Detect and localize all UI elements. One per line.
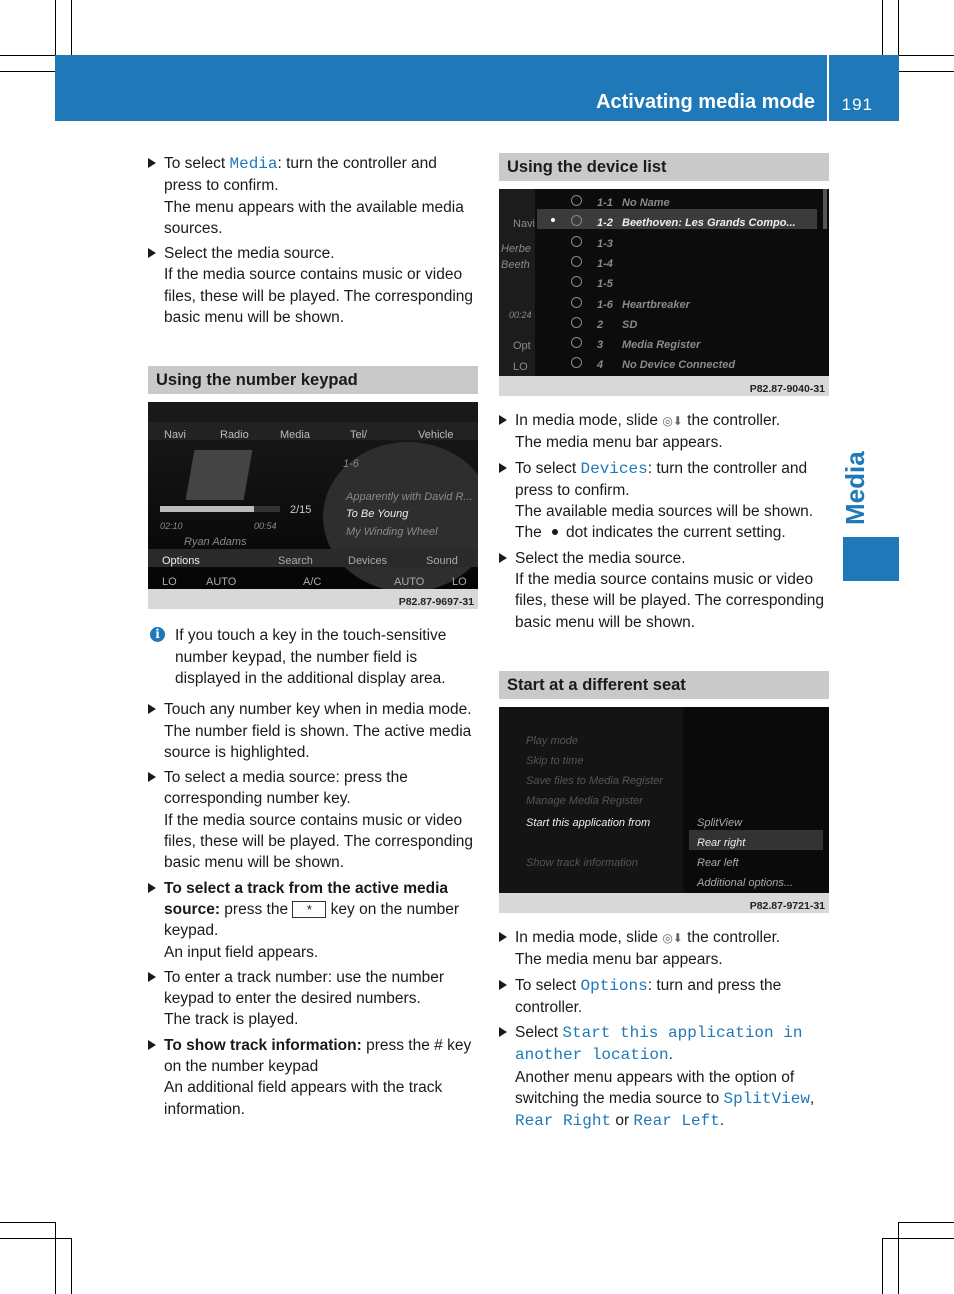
item-note: The media menu bar appears. <box>515 434 723 452</box>
side-label: Navi <box>513 218 536 230</box>
chapter-tab <box>843 537 899 581</box>
device-number[interactable]: 1-1 <box>597 197 613 209</box>
device-icon <box>571 297 582 308</box>
list-item <box>499 927 829 971</box>
bullet-arrow-icon <box>148 883 156 893</box>
item-note: The available media sources will be shown. <box>515 503 814 521</box>
screenshot-device-list <box>499 189 829 396</box>
list-item <box>148 1035 478 1120</box>
sound-tab: Sound <box>426 555 458 568</box>
device-icon <box>571 276 582 287</box>
figure-id: P82.87-9697-31 <box>398 596 474 609</box>
time-elapsed: 02:10 <box>160 521 183 532</box>
screenshot-keypad <box>148 402 478 609</box>
bullet-arrow-icon <box>499 932 507 942</box>
selected-dot-icon <box>551 218 555 222</box>
track-count: 2/15 <box>290 504 312 517</box>
side-label: Beeth <box>501 259 530 271</box>
crop-mark <box>882 1238 883 1294</box>
list-item <box>499 458 829 544</box>
device-number[interactable]: 1-5 <box>597 278 613 291</box>
list-item <box>148 153 478 239</box>
crop-mark <box>71 0 72 55</box>
crop-mark <box>0 71 55 72</box>
menu-label: Tel/ <box>350 429 368 442</box>
item-text: press the <box>220 900 293 918</box>
crop-mark <box>55 1222 56 1294</box>
section-heading: Using the number keypad <box>148 366 478 394</box>
device-icon <box>571 357 582 368</box>
bullet-arrow-icon <box>499 415 507 425</box>
item-note: The number field is shown. The active media source is highlighted. <box>164 722 472 761</box>
list-item <box>499 975 829 1019</box>
device-icon <box>571 236 582 247</box>
header-divider <box>827 55 829 121</box>
section-heading: Using the device list <box>499 153 829 181</box>
side-label: Herbe <box>501 243 531 255</box>
list-item <box>148 243 478 328</box>
device-number[interactable]: 1-4 <box>597 257 613 270</box>
left-column <box>148 153 478 1124</box>
list-item <box>499 410 829 454</box>
device-icon <box>571 256 582 267</box>
bullet-arrow-icon <box>148 248 156 258</box>
item-note: The <box>515 524 547 542</box>
bullet-arrow-icon <box>148 704 156 714</box>
item-note: The menu appears with the available media sources. <box>164 198 464 237</box>
item-text: To enter a track number: use the number keypad to enter the desired numbers. <box>164 968 445 1008</box>
crop-mark <box>0 1238 71 1239</box>
device-number[interactable]: 1-6 <box>597 298 613 311</box>
page-header <box>55 55 899 121</box>
progress-bar <box>160 506 280 512</box>
album-art <box>186 450 253 500</box>
menu-term: Rear Left <box>633 1112 720 1131</box>
menu-term: SplitView <box>723 1090 810 1109</box>
menu-item: Save files to Media Register <box>526 774 663 787</box>
list-item <box>148 767 478 873</box>
list-item <box>499 548 829 633</box>
list-item <box>148 967 478 1031</box>
menu-item: Play mode <box>526 734 578 747</box>
bullet-arrow-icon <box>148 158 156 168</box>
device-name[interactable]: No Device Connected <box>622 359 736 372</box>
menu-item: SplitView <box>697 816 743 829</box>
item-note: The media menu bar appears. <box>515 951 723 969</box>
device-number[interactable]: 3 <box>597 339 604 352</box>
menu-term: Rear Right <box>515 1112 612 1131</box>
bullet-arrow-icon <box>148 772 156 782</box>
controller-slide-icon: ◎⬇ <box>662 414 683 428</box>
item-text: press the # key on the number keypad <box>164 1036 472 1076</box>
item-bold: To select a track from the active media source: <box>164 879 448 918</box>
status-label: LO <box>162 576 177 589</box>
crop-mark <box>71 1238 72 1294</box>
item-note: . <box>719 1112 725 1130</box>
crop-mark <box>898 1222 954 1223</box>
track-title: To Be Young <box>346 508 409 521</box>
crop-mark <box>898 0 899 55</box>
list-item <box>148 699 478 763</box>
item-text: To select <box>164 155 230 172</box>
item-text: In media mode, slide <box>515 412 663 429</box>
crop-mark <box>898 1222 899 1294</box>
item-note: Another menu appears with the option of switching the media source to <box>515 1068 795 1108</box>
page-title: Activating media mode <box>596 91 815 113</box>
device-number[interactable]: 1-2 <box>597 217 613 230</box>
menu-term: Options <box>580 976 648 995</box>
bullet-arrow-icon <box>499 463 507 473</box>
bullet-arrow-icon <box>148 972 156 982</box>
item-text: : turn the controller and press to confirm. <box>164 155 437 195</box>
star-key-icon: * <box>292 901 326 918</box>
crop-mark <box>899 71 954 72</box>
crop-mark <box>899 55 954 56</box>
item-text: Select <box>515 1024 563 1042</box>
item-note: If the media source contains music or video files, these will be played. The corresponding basic menu will be shown. <box>164 811 474 872</box>
item-text: To select a media source: press the corresponding number key. <box>164 769 408 808</box>
device-name[interactable]: Beethoven: Les Grands Compo... <box>622 217 796 230</box>
device-name[interactable]: SD <box>622 318 638 331</box>
side-label: 00:24 <box>509 310 532 320</box>
menu-label: Radio <box>220 429 249 442</box>
figure-id: P82.87-9040-31 <box>749 383 825 395</box>
status-label: LO <box>452 576 467 589</box>
item-note: or <box>611 1112 634 1130</box>
item-note: If the media source contains music or video files, these will be played. The corresponding basic menu will be shown. <box>164 266 474 327</box>
device-icon <box>571 337 582 348</box>
item-text: To select <box>515 459 581 477</box>
time-total: 00:54 <box>254 521 277 532</box>
menu-item: Rear right <box>697 836 746 849</box>
menu-item: Additional options... <box>697 876 794 889</box>
device-number[interactable]: 4 <box>597 359 604 372</box>
menu-item: Rear left <box>697 856 739 869</box>
menu-item: Show track information <box>526 856 638 869</box>
info-icon: i <box>150 627 165 642</box>
item-text: key on the number keypad. <box>164 900 460 940</box>
item-note: dot indicates the current setting. <box>566 524 786 542</box>
status-label: A/C <box>303 576 322 589</box>
device-number[interactable]: 2 <box>597 318 604 331</box>
list-item <box>148 878 478 963</box>
item-note: If the media source contains music or video files, these will be played. The corresponding basic menu will be shown. <box>515 571 825 631</box>
status-label: AUTO <box>206 576 237 589</box>
figure-id: P82.87-9721-31 <box>749 899 825 912</box>
menu-item: Start this application from <box>526 816 651 829</box>
track-title: Apparently with David R... <box>346 491 473 504</box>
status-label: AUTO <box>394 576 425 589</box>
chapter-label: Media <box>840 451 870 525</box>
item-text: the controller. <box>682 928 781 946</box>
item-note: , <box>809 1090 815 1108</box>
crop-mark <box>0 1222 55 1223</box>
figure-id-bar <box>499 893 829 913</box>
item-text: Select the media source. <box>164 245 335 263</box>
bullet-arrow-icon <box>499 1027 507 1037</box>
dot-icon <box>552 529 558 535</box>
item-note: An input field appears. <box>164 943 319 961</box>
item-text: the controller. <box>682 412 781 429</box>
item-text: : turn the controller and press to confirm. <box>515 459 808 499</box>
menu-item: Manage Media Register <box>526 794 643 807</box>
menu-term: Media <box>229 155 278 173</box>
item-bold: To show track information: <box>164 1036 362 1054</box>
device-name[interactable]: Heartbreaker <box>622 298 690 311</box>
list-item <box>499 1022 829 1132</box>
crop-mark <box>0 55 55 56</box>
menu-term: Devices <box>580 459 648 478</box>
crop-mark <box>882 0 883 55</box>
info-text: If you touch a key in the touch-sensitive number keypad, the number field is displayed in the additional display area. <box>175 627 447 687</box>
item-text: . <box>668 1046 673 1064</box>
item-text: Touch any number key when in media mode. <box>164 701 472 719</box>
item-text: : turn and press the controller. <box>515 976 782 1016</box>
controller-slide-icon: ◎⬇ <box>662 930 683 945</box>
menu-label: Navi <box>164 429 187 442</box>
crop-mark <box>882 1238 954 1239</box>
item-text: In media mode, slide <box>515 928 663 946</box>
right-column <box>499 153 829 1137</box>
devices-tab: Devices <box>348 555 388 568</box>
options-tab: Options <box>162 555 200 568</box>
info-note <box>148 625 478 689</box>
bullet-arrow-icon <box>499 980 507 990</box>
menu-label: Vehicle <box>418 429 454 442</box>
device-name[interactable]: Media Register <box>622 339 701 352</box>
item-text: To select <box>515 976 581 994</box>
item-note: The track is played. <box>164 1011 299 1029</box>
menu-term: Start this application in another location <box>515 1024 803 1065</box>
device-icon <box>571 317 582 328</box>
side-label: Opt <box>513 340 531 352</box>
menu-item: Skip to time <box>526 754 584 767</box>
side-label: LO <box>513 361 528 373</box>
device-name[interactable]: No Name <box>622 197 670 209</box>
bullet-arrow-icon <box>148 1040 156 1050</box>
bullet-arrow-icon <box>499 553 507 563</box>
artist-name: Ryan Adams <box>184 536 247 549</box>
figure-id-bar <box>148 589 478 609</box>
figure-id-bar <box>499 376 829 396</box>
scrollbar[interactable] <box>823 189 827 229</box>
menu-label: Media <box>280 429 310 442</box>
track-title: My Winding Wheel <box>346 526 438 539</box>
device-number[interactable]: 1-3 <box>597 237 613 250</box>
device-icon <box>571 195 582 206</box>
section-heading: Start at a different seat <box>499 671 829 699</box>
track-number: 1-6 <box>343 458 359 471</box>
crop-mark <box>55 0 56 55</box>
page-number: 191 <box>841 95 873 114</box>
screenshot-seat-menu <box>499 707 829 913</box>
item-note: An additional field appears with the track information. <box>164 1079 443 1118</box>
item-text: Select the media source. <box>515 549 686 567</box>
search-tab: Search <box>278 555 313 568</box>
